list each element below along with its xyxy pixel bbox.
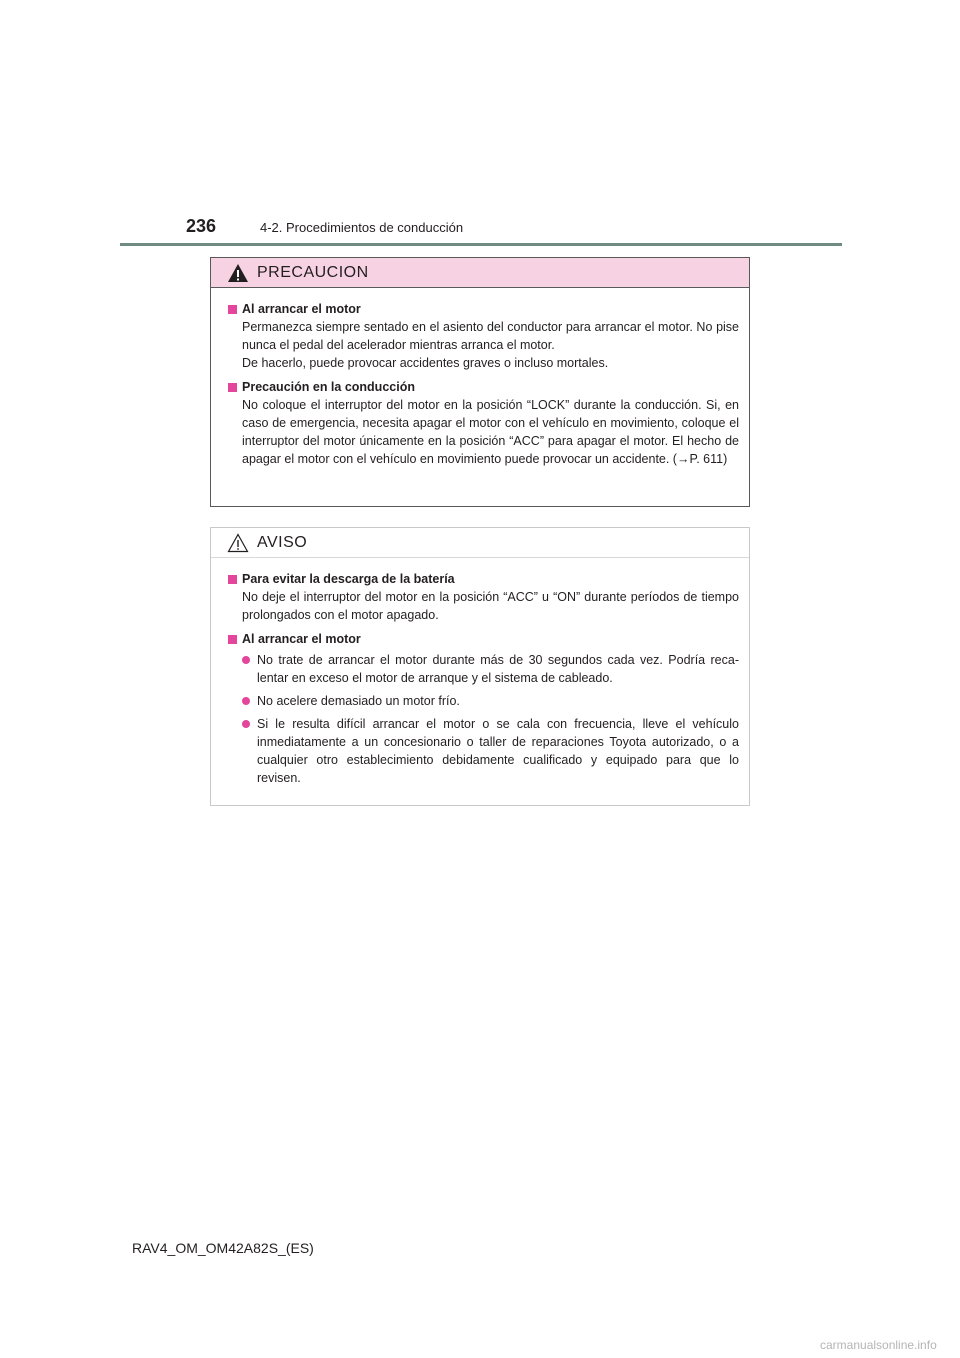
caution-box: [210, 257, 750, 507]
section-heading-text: Para evitar la descarga de la batería: [242, 572, 455, 586]
paragraph: No deje el interruptor del motor en la posición “ACC” u “ON” durante períodos de tiempo prolongados con el motor apagado.: [242, 590, 739, 622]
section-heading-text: Precaución en la conducción: [242, 380, 415, 394]
section-heading: [228, 630, 739, 648]
list-item-text: No trate de arrancar el motor durante más de 30 segundos cada vez. Podría reca-lentar en exceso el motor de arranque y el sistema de cableado.: [257, 653, 739, 685]
watermark: carmanualsonline.info: [820, 1338, 937, 1352]
square-bullet-icon: [228, 575, 237, 584]
round-bullet-icon: [242, 720, 250, 728]
paragraph: De hacerlo, puede provocar accidentes graves o incluso mortales.: [242, 356, 609, 370]
caution-title: PRECAUCION: [257, 263, 369, 281]
notice-title: AVISO: [257, 533, 308, 551]
list-item-text: Si le resulta difícil arrancar el motor o se cala con frecuencia, lleve el vehículo inmediatamente a un concesionario o taller de reparaciones Toyota autorizado, o a cualquier otro establecimiento debidamente cualificado y equipado para que lo revisen.: [257, 717, 739, 785]
notice-box: [210, 527, 750, 806]
caution-section: [228, 378, 739, 468]
list-item: [228, 692, 739, 710]
section-title: 4-2. Procedimientos de conducción: [260, 220, 464, 235]
caution-body: [211, 288, 749, 468]
list-item-text: No acelere demasiado un motor frío.: [257, 694, 460, 708]
caution-header: [211, 258, 749, 288]
square-bullet-icon: [228, 635, 237, 644]
section-heading-text: Al arrancar el motor: [242, 302, 361, 316]
page-header: [0, 0, 960, 250]
section-heading: [228, 300, 739, 318]
document-code: RAV4_OM_OM42A82S_(ES): [132, 1240, 314, 1256]
square-bullet-icon: [228, 383, 237, 392]
round-bullet-icon: [242, 697, 250, 705]
notice-header: [211, 528, 749, 558]
notice-section: [228, 570, 739, 624]
warning-filled-icon: [227, 263, 249, 283]
caution-section: [228, 300, 739, 372]
round-bullet-icon: [242, 656, 250, 664]
paragraph: Permanezca siempre sentado en el asiento del conductor para arrancar el motor. No pise nunca el pedal del acelerador mientras arranca el motor.: [242, 320, 739, 352]
section-heading: [228, 378, 739, 396]
notice-section: [228, 630, 739, 787]
header-divider: [120, 243, 842, 246]
list-item: [228, 715, 739, 787]
warning-outline-icon: [227, 533, 249, 553]
square-bullet-icon: [228, 305, 237, 314]
section-heading: [228, 570, 739, 588]
section-heading-text: Al arrancar el motor: [242, 632, 361, 646]
list-item: [228, 651, 739, 687]
page-number: 236: [186, 216, 217, 236]
paragraph: No coloque el interruptor del motor en la posición “LOCK” durante la conducción. Si, en caso de emergencia, necesita apagar el motor con el vehículo en movimiento, coloque el interruptor del motor únicamente en la posición “ACC” para apagar el motor. El hecho de apagar el motor con el vehículo en movimiento puede provocar un accidente. (→P. 611): [242, 398, 739, 466]
notice-body: [211, 558, 749, 787]
